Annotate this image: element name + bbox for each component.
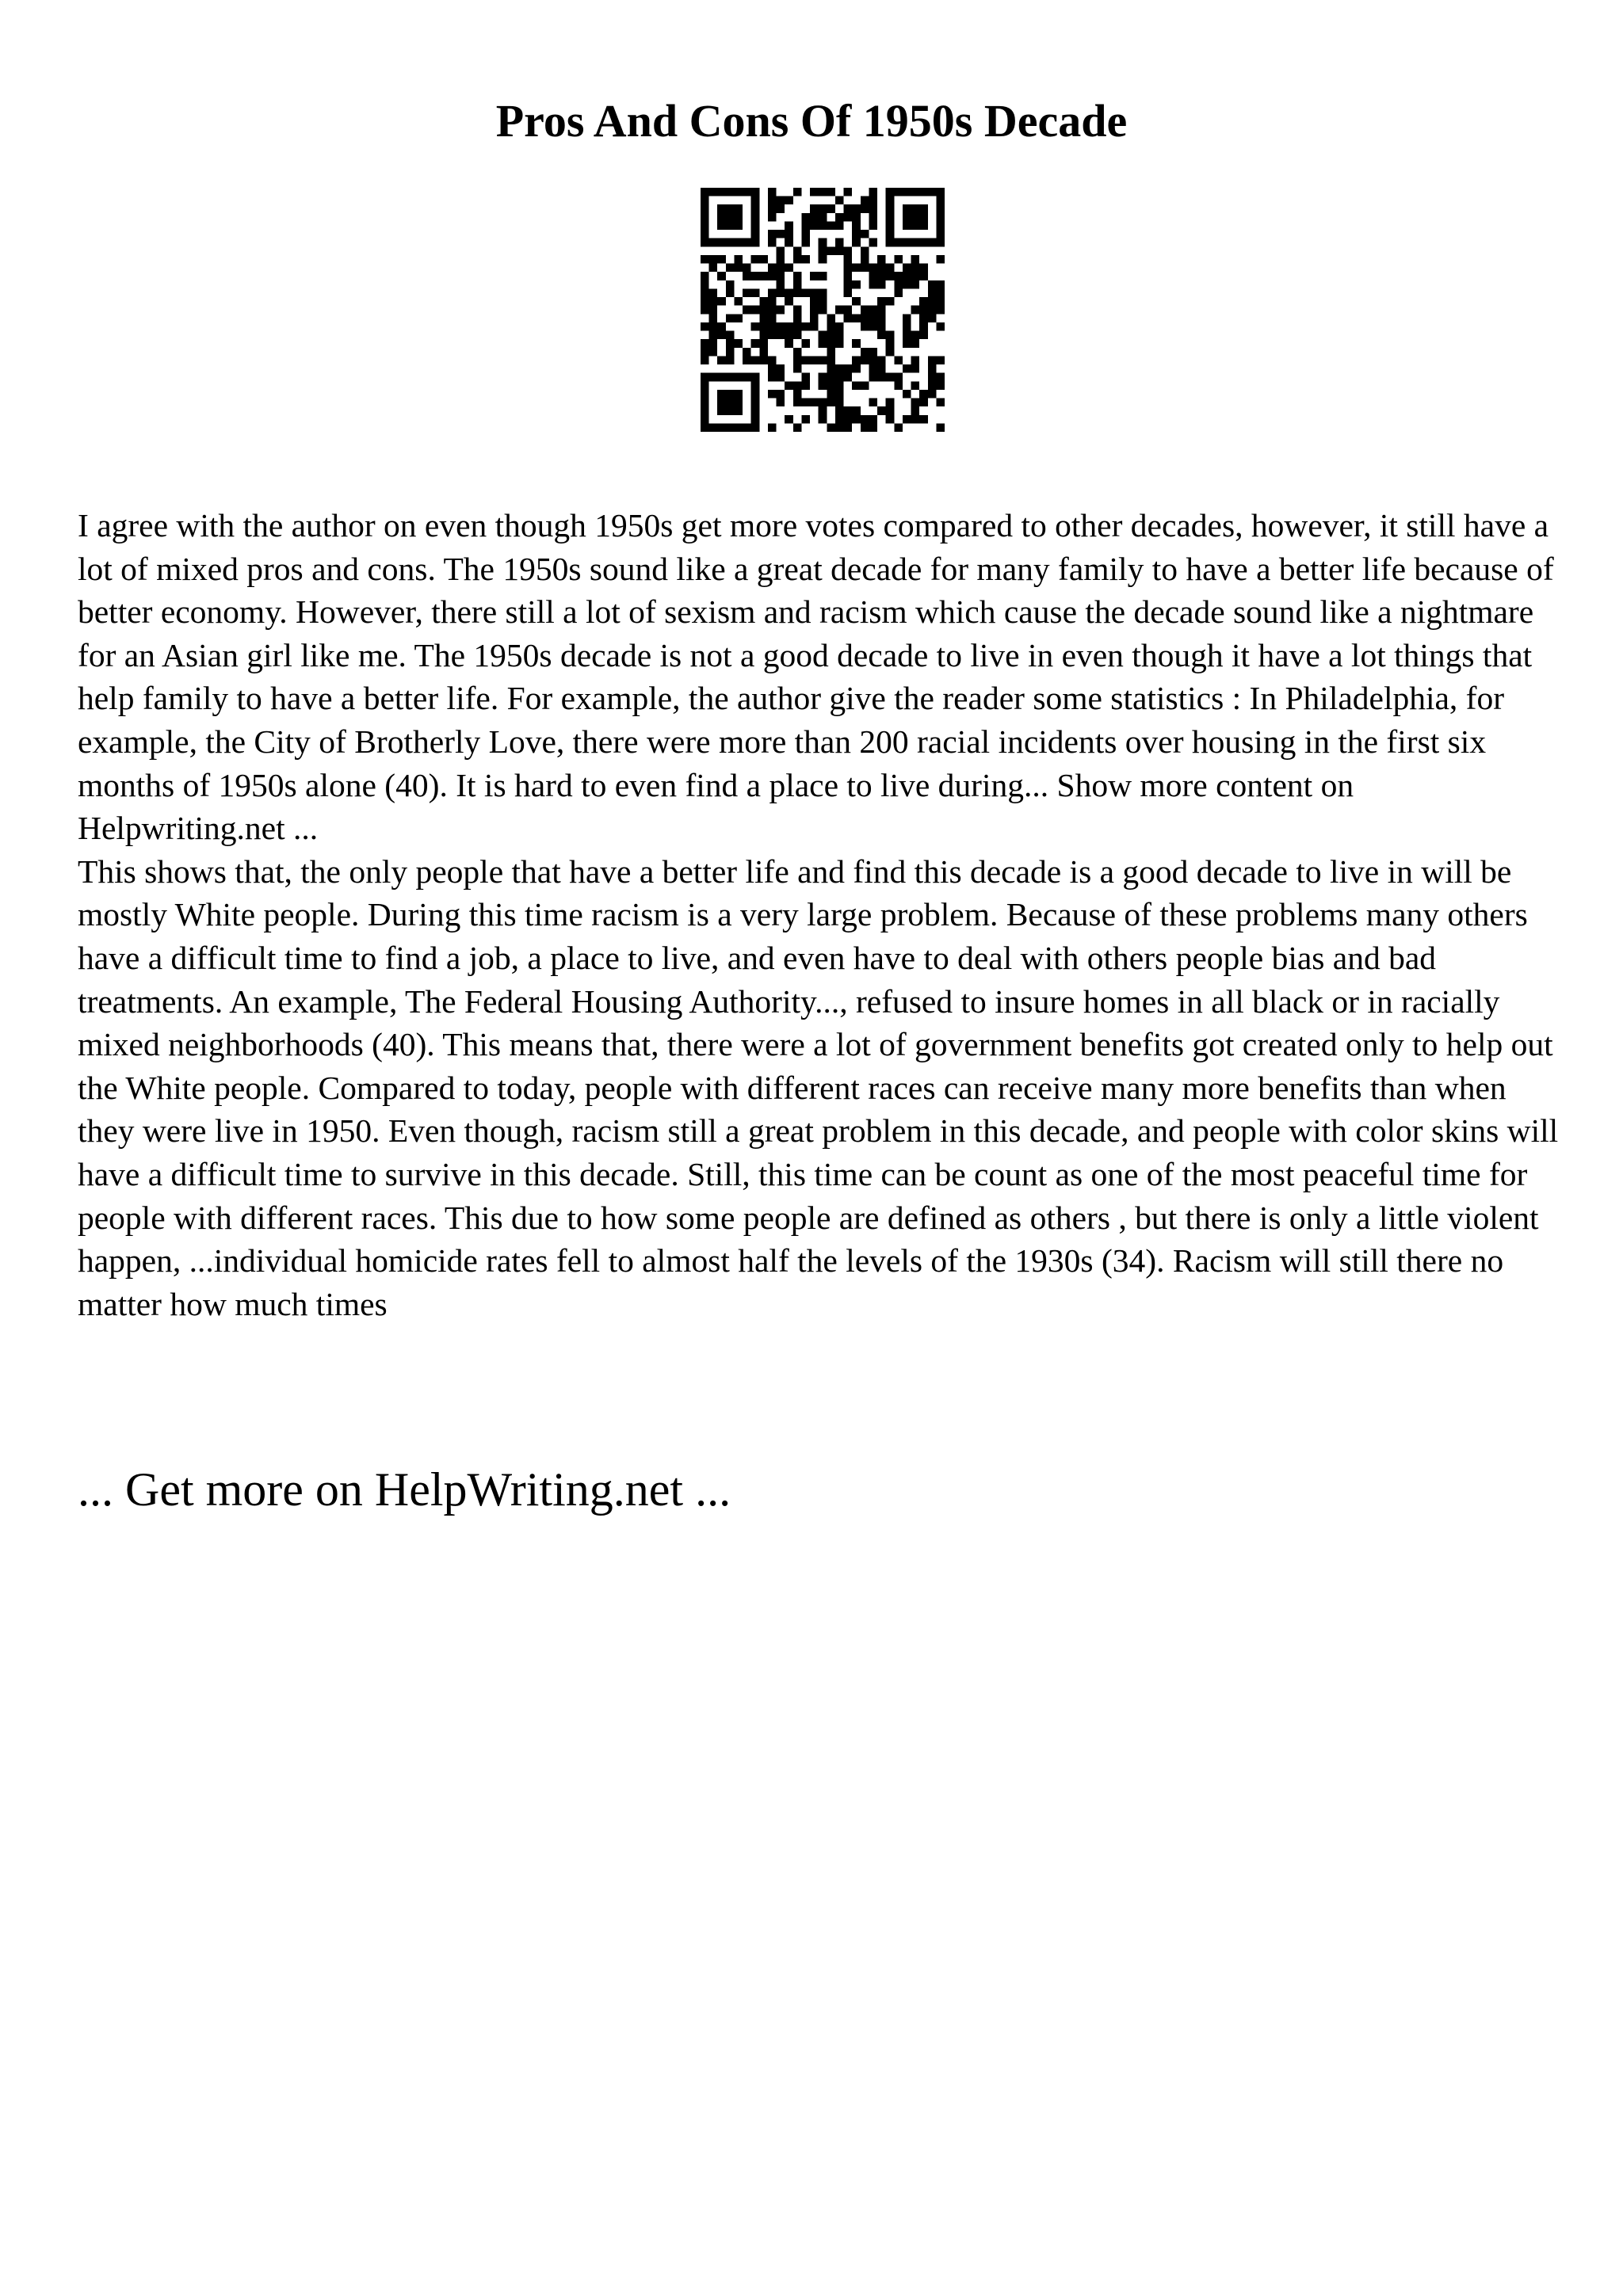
qr-code-graphic <box>701 188 945 432</box>
qr-code-icon <box>701 188 945 432</box>
get-more-link[interactable]: ... Get more on HelpWriting.net ... <box>78 1463 731 1516</box>
paragraph-2: This shows that, the only people that have a better life and find this decade is a good decade to live in will be mostly White people. During this time racism is a very large problem. Because of these problems many others have a difficult time to find a job, a place to live, and even have to deal with others people bias and bad treatments. An example, The Federal Housing Authority..., refused to insure homes in all black or in racially mixed neighborhoods (40). This means that, there were a lot of government benefits got created only to help out the White people. Compared to today, people with different races can receive many more benefits than when they were live in 1950. Even though, racism still a great problem in this decade, and people with color skins will have a difficult time to survive in this decade. Still, this time can be count as one of the most peaceful time for people with different races. This due to how some people are defined as others , but there is only a little violent happen, ...individual homicide rates fell to almost half the levels of the 1930s (34). Racism will still there no matter how much times <box>78 852 1559 1322</box>
article-body <box>78 504 1568 1325</box>
paragraph-1: I agree with the author on even though 1950s get more votes compared to other decades, however, it still have a lot of mixed pros and cons. The 1950s sound like a great decade for many family to have a better life because of better economy. However, there still a lot of sexism and racism which cause the decade sound like a nightmare for an Asian girl like me. The 1950s decade is not a good decade to live in even though it have a lot things that help family to have a better life. For example, the author give the reader some statistics : In Philadelphia, for example, the City of Brotherly Love, there were more than 200 racial incidents over housing in the first six months of 1950s alone (40). It is hard to even find a place to live during... Show more content on Helpwriting.net ... <box>78 507 1554 847</box>
page-title: Pros And Cons Of 1950s Decade <box>495 95 1128 147</box>
